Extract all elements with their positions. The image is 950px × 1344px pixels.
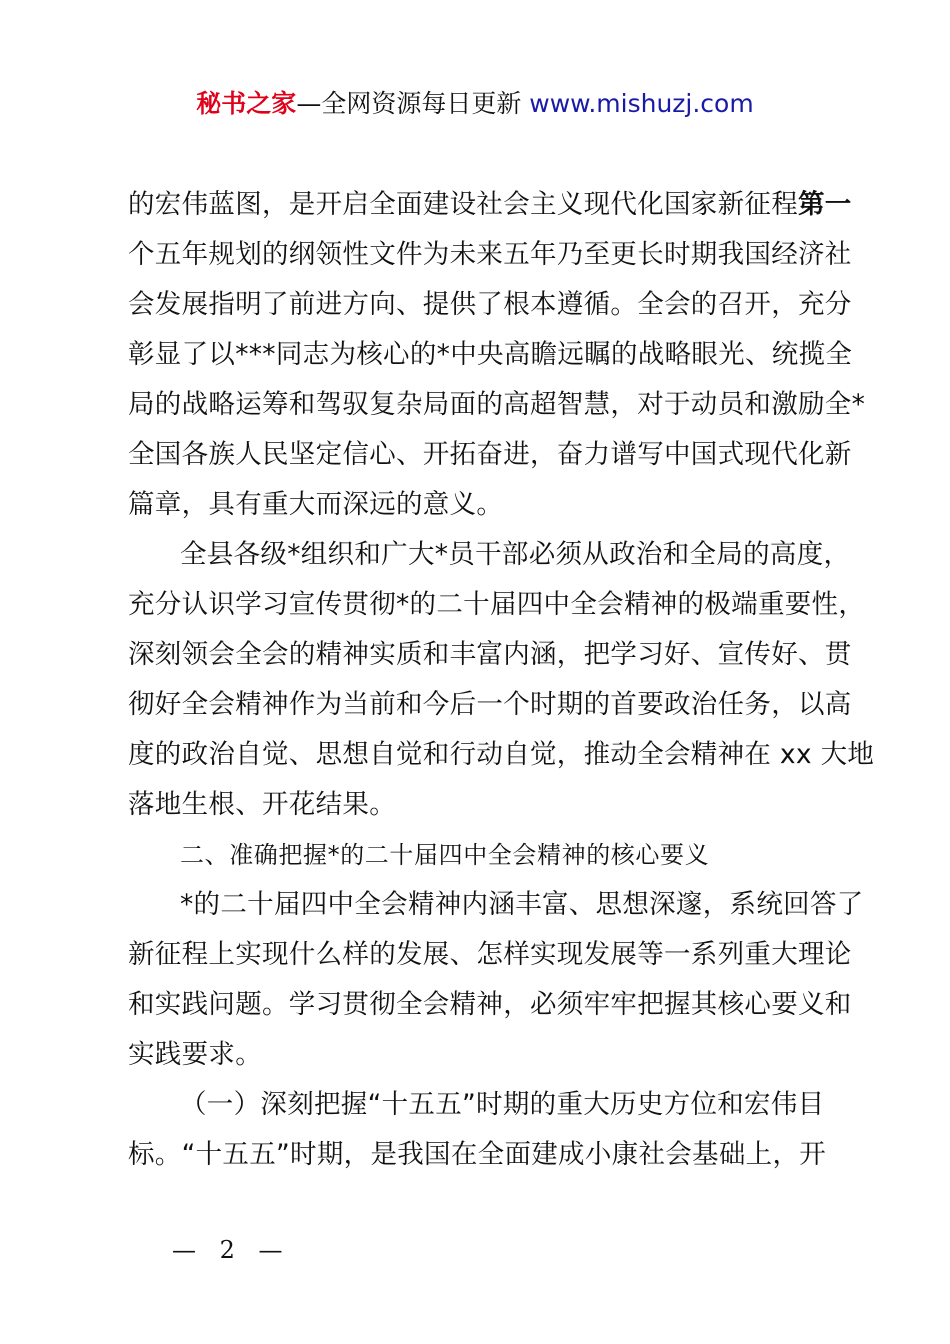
body-line: 的宏伟蓝图，是开启全面建设社会主义现代化国家新征程第一 xyxy=(128,189,852,220)
body-line: 彻好全会精神作为当前和今后一个时期的首要政治任务，以高 xyxy=(128,689,852,720)
body-line: 个五年规划的纲领性文件为未来五年乃至更长时期我国经济社 xyxy=(128,239,852,270)
paragraph-start: *的二十届四中全会精神内涵丰富、思想深邃，系统回答了 xyxy=(180,889,864,920)
section-heading: 二、准确把握*的二十届四中全会精神的核心要义 xyxy=(180,841,710,869)
brand-name: 秘书之家 xyxy=(196,89,297,118)
subsection-start: （一）深刻把握“十五五”时期的重大历史方位和宏伟目 xyxy=(180,1089,825,1120)
body-line: 和实践问题。学习贯彻全会精神，必须牢牢把握其核心要义和 xyxy=(128,989,852,1020)
body-line: 标。“十五五”时期，是我国在全面建成小康社会基础上，开 xyxy=(128,1139,827,1170)
body-line: 度的政治自觉、思想自觉和行动自觉，推动全会精神在 xx 大地 xyxy=(128,739,875,770)
body-line: 彰显了以***同志为核心的*中央高瞻远瞩的战略眼光、统揽全 xyxy=(128,339,853,370)
body-line: 全国各族人民坚定信心、开拓奋进，奋力谱写中国式现代化新 xyxy=(128,439,852,470)
website-link[interactable]: www.mishuzj.com xyxy=(529,89,754,118)
body-line: 深刻领会全会的精神实质和丰富内涵，把学习好、宣传好、贯 xyxy=(128,639,852,670)
header-slogan: —全网资源每日更新 xyxy=(296,89,522,118)
body-line: 篇章，具有重大而深远的意义。 xyxy=(128,489,504,520)
body-line: 落地生根、开花结果。 xyxy=(128,789,396,820)
body-line: 实践要求。 xyxy=(128,1039,262,1070)
page-header xyxy=(0,86,950,122)
page-number: — 2 — xyxy=(172,1236,291,1264)
body-line: 充分认识学习宣传贯彻*的二十届四中全会精神的极端重要性， xyxy=(128,589,866,620)
body-line: 会发展指明了前进方向、提供了根本遵循。全会的召开，充分 xyxy=(128,289,852,320)
body-line: 新征程上实现什么样的发展、怎样实现发展等一系列重大理论 xyxy=(128,939,852,970)
body-line: 局的战略运筹和驾驭复杂局面的高超智慧，对于动员和激励全* xyxy=(128,389,866,420)
document-body xyxy=(128,180,875,1180)
paragraph-start: 全县各级*组织和广大*员干部必须从政治和全局的高度， xyxy=(180,539,851,570)
